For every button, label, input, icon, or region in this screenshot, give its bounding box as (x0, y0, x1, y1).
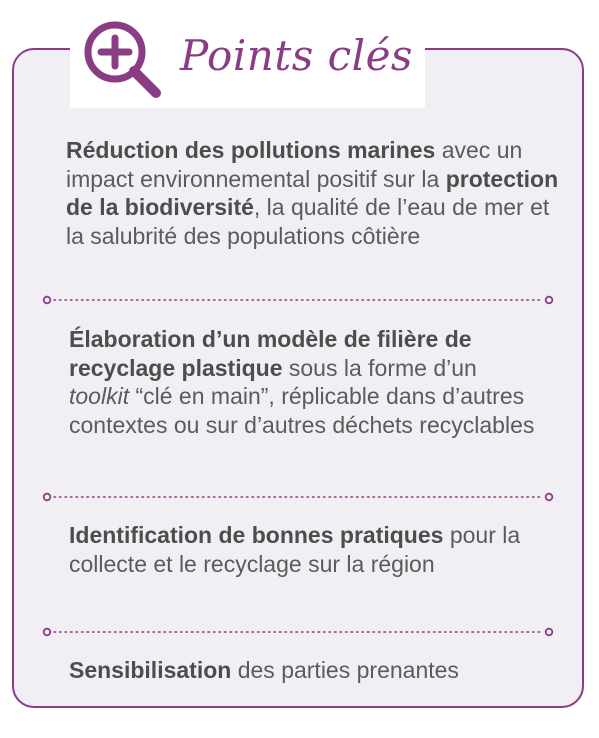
key-point-4-lead: Sensibilisation (69, 657, 232, 683)
key-point-1-lead: Réduction des pollutions marines (66, 137, 436, 163)
key-point-3-lead: Identification de bonnes pratiques (69, 522, 444, 548)
key-point-2-italic: toolkit (69, 383, 130, 410)
key-point-4-text: des parties prenantes (231, 657, 459, 683)
dotted-divider-2 (42, 492, 554, 502)
magnifier-plus-icon (78, 15, 164, 101)
key-point-2-lead: Élaboration d’un modèle de filière de recyclage plastique (69, 326, 472, 381)
dotted-divider-3 (42, 627, 554, 637)
key-point-1-emphasis: protection de la biodiversité (66, 165, 559, 221)
key-point-2-text-end: “clé en main”, réplicable dans d’autres contextes ou sur d’autres déchets recyclables (69, 383, 535, 439)
key-point-2 (69, 325, 539, 440)
dotted-divider-1 (42, 295, 554, 305)
key-point-3-text: pour la collecte et le recyclage sur la région (69, 522, 521, 577)
key-point-1-text: avec un impact environnemental positif sur la (66, 137, 523, 192)
key-point-1 (66, 136, 566, 251)
key-point-2-text: sous la forme d’un (282, 354, 477, 381)
card-header (70, 8, 425, 108)
key-point-1-text-end: , la qualité de l’eau de mer et la salubrité des populations côtière (66, 194, 550, 250)
key-point-3 (69, 521, 529, 578)
card-title: Points clés (180, 31, 413, 80)
key-point-4 (69, 656, 569, 685)
